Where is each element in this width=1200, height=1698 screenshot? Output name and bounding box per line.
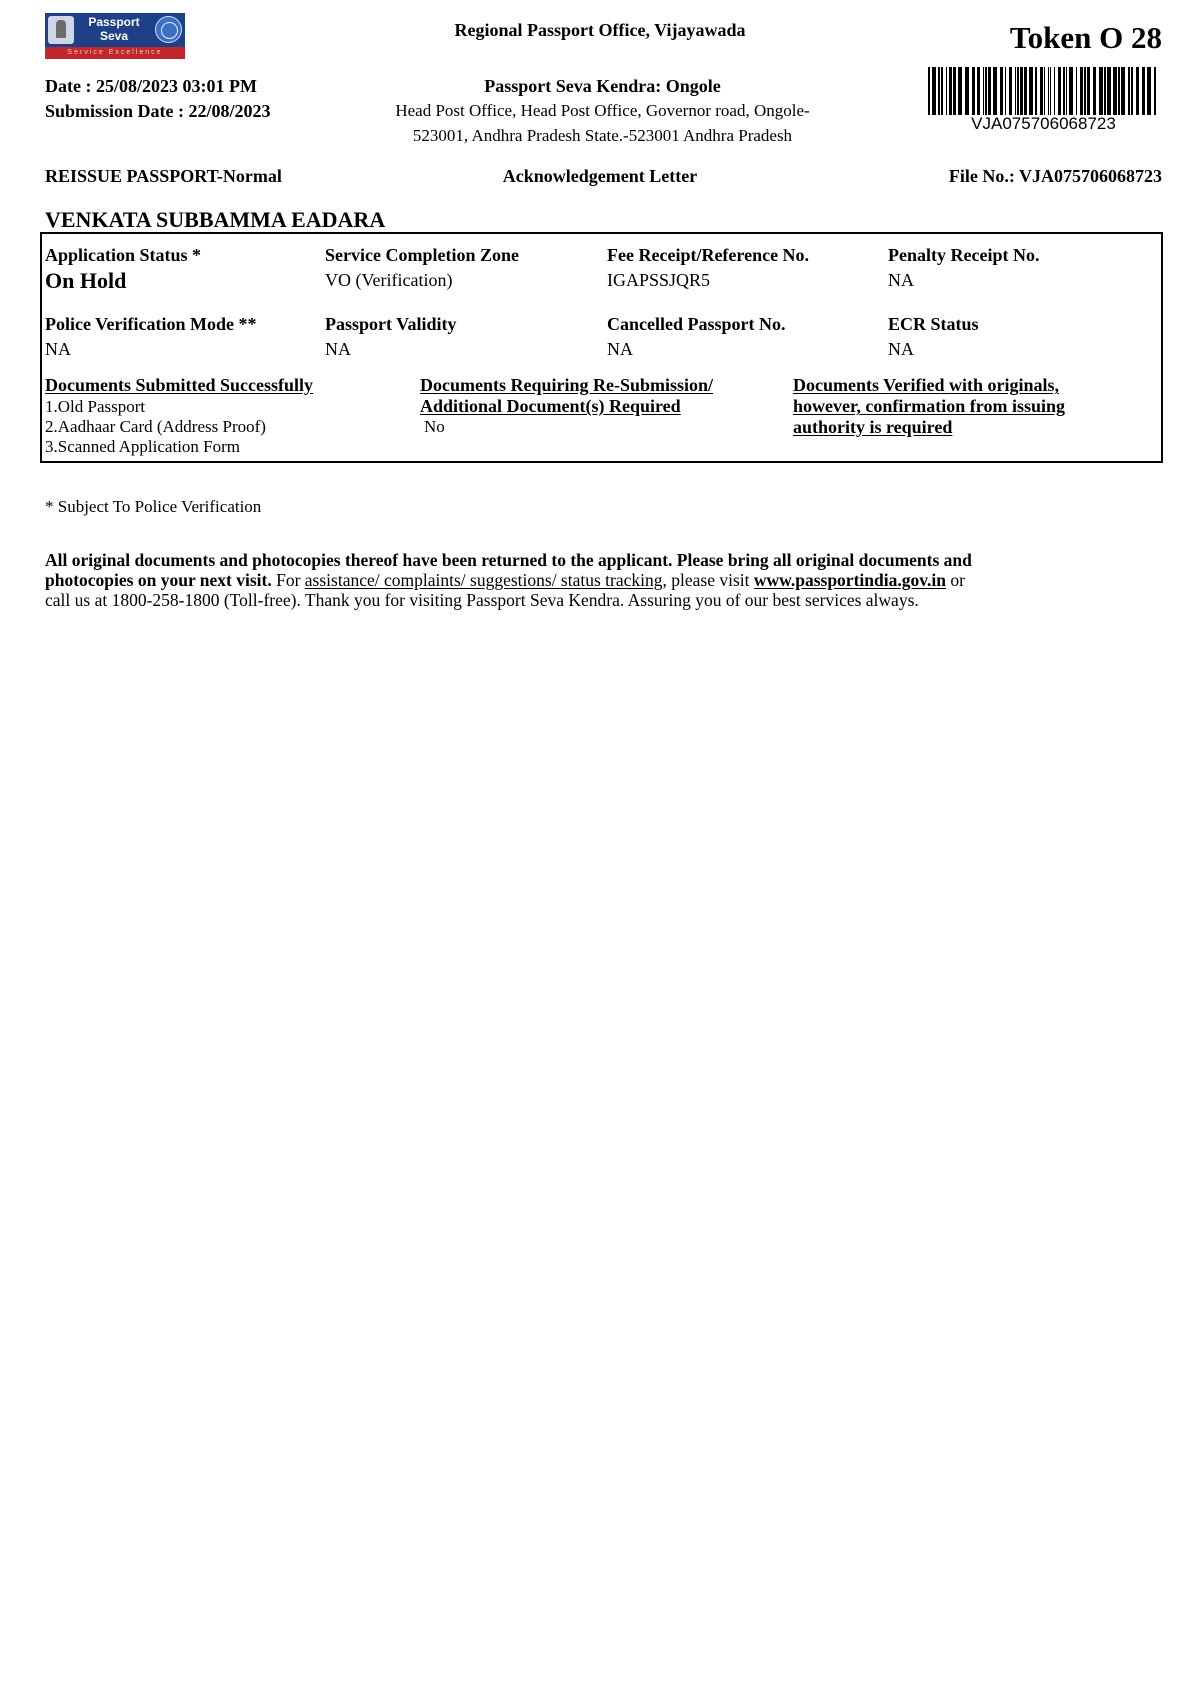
barcode-bar	[958, 67, 962, 115]
closing-line2	[45, 570, 1163, 591]
barcode-bar	[1054, 67, 1055, 115]
cancelled-passport-label: Cancelled Passport No.	[607, 314, 786, 334]
barcode-text: VJA075706068723	[971, 114, 1116, 133]
resubmission-value: No	[424, 417, 445, 436]
fee-receipt-label: Fee Receipt/Reference No.	[607, 245, 810, 265]
applicant-name: VENKATA SUBBAMMA EADARA	[45, 207, 386, 232]
barcode-bar	[965, 67, 969, 115]
barcode-bar	[938, 67, 940, 115]
closing-line2-bold: photocopies on your next visit.	[45, 570, 272, 590]
barcode	[927, 67, 1160, 119]
resubmission-heading-line1: Documents Requiring Re-Submission/	[420, 375, 714, 395]
verified-heading-line2: however, confirmation from issuing	[793, 396, 1065, 416]
file-number: File No.: VJA075706068723	[948, 166, 1162, 186]
logo-tagline: Service Excellence	[45, 47, 185, 59]
service-zone-value: VO (Verification)	[325, 270, 453, 290]
verified-heading-line1: Documents Verified with originals,	[793, 375, 1060, 395]
barcode-bar	[928, 67, 930, 115]
barcode-bar	[1005, 67, 1006, 115]
closing-line2-for: For	[271, 570, 305, 590]
barcode-bar	[1113, 67, 1117, 115]
passport-seva-logo	[45, 13, 185, 59]
barcode-bar	[949, 67, 952, 115]
barcode-bar	[1087, 67, 1090, 115]
logo-line1: Passport	[88, 15, 140, 29]
application-status-value: On Hold	[45, 268, 127, 293]
barcode-bar	[1040, 67, 1043, 115]
closing-line2-mid: , please visit	[662, 570, 754, 590]
ecr-status-label: ECR Status	[888, 314, 979, 334]
national-emblem-icon	[48, 16, 74, 44]
token-number: Token O 28	[1009, 20, 1162, 55]
barcode-bar	[985, 67, 987, 115]
documents-submitted-heading: Documents Submitted Successfully	[45, 375, 314, 395]
barcode-bar	[1104, 67, 1106, 115]
barcode-bar	[1015, 67, 1016, 115]
submitted-item: 1.Old Passport	[45, 397, 146, 416]
verified-heading-line3: authority is required	[793, 417, 953, 437]
barcode-bar	[1066, 67, 1067, 115]
logo-line2: Seva	[99, 29, 129, 43]
passport-validity-value: NA	[325, 339, 351, 359]
application-status-label: Application Status *	[45, 245, 202, 265]
barcode-bar	[1063, 67, 1065, 115]
letter-title: Acknowledgement Letter	[502, 166, 698, 186]
barcode-bar	[1000, 67, 1003, 115]
logo-text	[77, 15, 151, 43]
barcode-bar	[1076, 67, 1077, 115]
barcode-bar	[1058, 67, 1061, 115]
cancelled-passport-value: NA	[607, 339, 633, 359]
barcode-bar	[932, 67, 936, 115]
submission-date: Submission Date : 22/08/2023	[45, 101, 271, 121]
barcode-bar	[1035, 67, 1037, 115]
penalty-receipt-label: Penalty Receipt No.	[888, 245, 1040, 265]
police-verification-footnote: * Subject To Police Verification	[45, 497, 262, 516]
psk-address-line2: 523001, Andhra Pradesh State.-523001 Andhra Pradesh	[412, 126, 793, 145]
barcode-bar	[1128, 67, 1130, 115]
psk-address-line1: Head Post Office, Head Post Office, Governor road, Ongole-	[395, 101, 810, 120]
submitted-item: 2.Aadhaar Card (Address Proof)	[45, 417, 266, 436]
globe-icon	[155, 16, 182, 43]
barcode-bar	[993, 67, 997, 115]
barcode-bar	[983, 67, 984, 115]
passportindia-link[interactable]: www.passportindia.gov.in	[753, 570, 946, 590]
barcode-bar	[972, 67, 975, 115]
barcode-bar	[1020, 67, 1023, 115]
fee-receipt-value: IGAPSSJQR5	[607, 270, 711, 290]
closing-line1: All original documents and photocopies thereof have been returned to the applicant. Please bring all original documents and	[45, 550, 972, 570]
barcode-bar	[1050, 67, 1051, 115]
closing-line2-end: or	[945, 570, 965, 590]
passport-validity-label: Passport Validity	[325, 314, 457, 334]
barcode-bar	[1131, 67, 1133, 115]
barcode-bar	[1118, 67, 1120, 115]
barcode-bar	[1080, 67, 1083, 115]
barcode-bar	[1017, 67, 1019, 115]
barcode-bar	[946, 67, 947, 115]
assistance-link[interactable]: assistance/ complaints/ suggestions/ status tracking	[304, 570, 663, 590]
barcode-bar	[1024, 67, 1027, 115]
ecr-status-value: NA	[888, 339, 914, 359]
barcode-bar	[1044, 67, 1045, 115]
barcode-bar	[1029, 67, 1033, 115]
barcode-bar	[1121, 67, 1125, 115]
police-verification-label: Police Verification Mode **	[45, 314, 257, 334]
barcode-bar	[977, 67, 980, 115]
regional-office-title: Regional Passport Office, Vijayawada	[454, 20, 746, 40]
barcode-bar	[1048, 67, 1049, 115]
barcode-bar	[1154, 67, 1156, 115]
barcode-bar	[1084, 67, 1086, 115]
submitted-item: 3.Scanned Application Form	[45, 437, 241, 456]
resubmission-heading-line2: Additional Document(s) Required	[420, 396, 681, 416]
barcode-bar	[1009, 67, 1012, 115]
police-verification-value: NA	[45, 339, 71, 359]
barcode-bar	[1147, 67, 1151, 115]
barcode-bar	[1099, 67, 1103, 115]
barcode-bar	[1093, 67, 1096, 115]
barcode-bar	[941, 67, 943, 115]
barcode-bar	[988, 67, 991, 115]
barcode-bar	[1142, 67, 1145, 115]
barcode-bars	[927, 67, 1160, 119]
service-type: REISSUE PASSPORT-Normal	[45, 166, 282, 186]
barcode-bar	[953, 67, 956, 115]
print-date: Date : 25/08/2023 03:01 PM	[45, 76, 257, 96]
closing-line3: call us at 1800-258-1800 (Toll-free). Thank you for visiting Passport Seva Kendra. Assuring you of our best services always.	[45, 590, 919, 610]
service-zone-label: Service Completion Zone	[325, 245, 519, 265]
barcode-bar	[1069, 67, 1073, 115]
penalty-receipt-value: NA	[888, 270, 914, 290]
barcode-bar	[1136, 67, 1139, 115]
psk-name: Passport Seva Kendra: Ongole	[484, 76, 721, 96]
barcode-bar	[1107, 67, 1111, 115]
